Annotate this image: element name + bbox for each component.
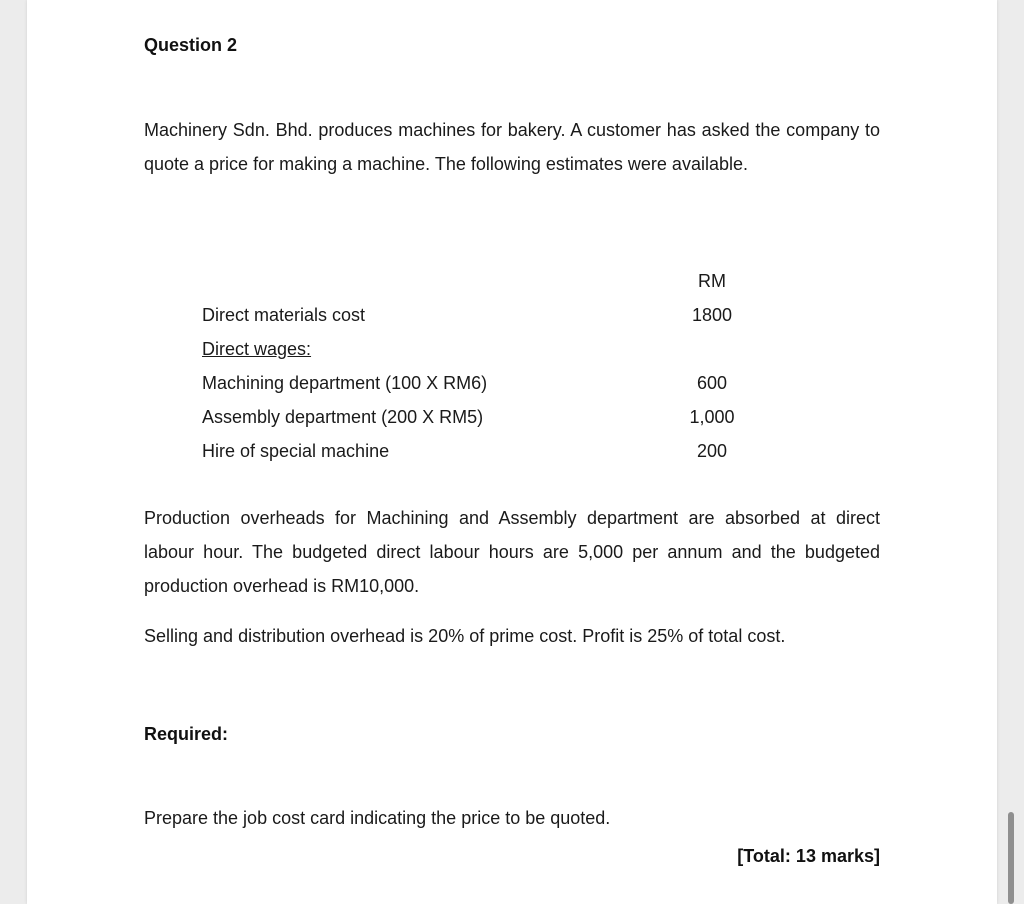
row-amount: 1,000 xyxy=(689,406,735,427)
document-page xyxy=(27,0,997,904)
overheads-paragraph: Production overheads for Machining and Assembly department are absorbed at direct labour hour. The budgeted direct labour hours are 5,000 per annum and the budgeted production overhead is RM10,000. xyxy=(144,508,880,596)
question-title: Question 2 xyxy=(144,35,238,55)
task-text: Prepare the job cost card indicating the price to be quoted. xyxy=(144,808,611,828)
cost-estimates-table xyxy=(202,264,762,468)
table-row xyxy=(202,434,762,468)
total-marks: [Total: 13 marks] xyxy=(737,846,880,866)
row-amount: 200 xyxy=(696,440,728,461)
row-label: Hire of special machine xyxy=(202,440,390,461)
table-row xyxy=(202,400,762,434)
vertical-scrollbar[interactable] xyxy=(1008,812,1014,904)
table-row xyxy=(202,332,762,366)
row-label: Assembly department (200 X RM5) xyxy=(202,406,484,427)
table-row xyxy=(202,366,762,400)
required-label: Required: xyxy=(144,724,229,744)
row-label: Direct materials cost xyxy=(202,304,366,325)
table-row xyxy=(202,298,762,332)
row-amount: 600 xyxy=(696,372,728,393)
row-label: Machining department (100 X RM6) xyxy=(202,372,488,393)
row-amount: 1800 xyxy=(691,304,733,325)
selling-paragraph: Selling and distribution overhead is 20% of prime cost. Profit is 25% of total cost. xyxy=(144,626,786,646)
table-header-row xyxy=(202,264,762,298)
currency-header: RM xyxy=(698,270,726,291)
row-amount xyxy=(662,332,762,366)
intro-paragraph: Machinery Sdn. Bhd. produces machines for bakery. A customer has asked the company to quote a price for making a machine. The following estimates were available. xyxy=(144,120,880,174)
row-label-direct-wages: Direct wages: xyxy=(202,338,312,359)
